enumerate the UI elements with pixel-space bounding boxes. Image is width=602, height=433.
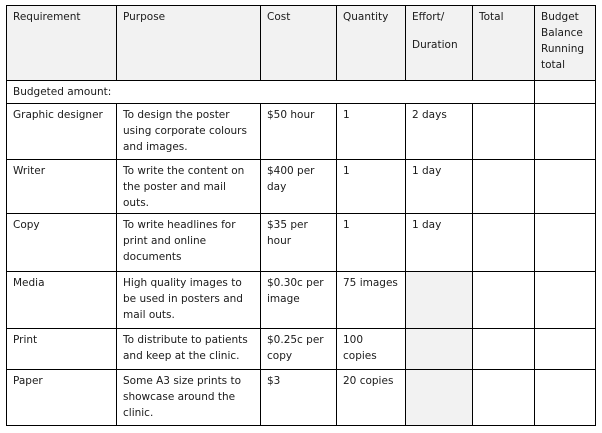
table-row [7, 214, 596, 272]
budget-table [6, 5, 596, 426]
cell-requirement: Writer [7, 160, 117, 214]
cell-balance [535, 370, 596, 426]
cell-effort [406, 272, 473, 329]
cell-effort: 1 day [406, 160, 473, 214]
cell-effort [406, 370, 473, 426]
cell-cost: $50 hour [261, 104, 337, 160]
header-balance: Budget Balance Running total [535, 6, 596, 81]
cell-balance [535, 214, 596, 272]
cell-balance [535, 329, 596, 370]
header-effort-line2: Duration [412, 39, 458, 51]
table-row [7, 329, 596, 370]
cell-purpose: High quality images to be used in posters and mail outs. [117, 272, 261, 329]
cell-purpose: Some A3 size prints to showcase around the clinic. [117, 370, 261, 426]
cell-total [473, 329, 535, 370]
cell-purpose: To write headlines for print and online documents [117, 214, 261, 272]
budgeted-amount-label: Budgeted amount: [7, 81, 535, 104]
cell-requirement: Media [7, 272, 117, 329]
cell-requirement: Print [7, 329, 117, 370]
cell-purpose: To design the poster using corporate colours and images. [117, 104, 261, 160]
cell-cost: $35 per hour [261, 214, 337, 272]
cell-balance [535, 160, 596, 214]
header-cost: Cost [261, 6, 337, 81]
cell-cost: $3 [261, 370, 337, 426]
table-row [7, 104, 596, 160]
table-row [7, 370, 596, 426]
header-effort [406, 6, 473, 81]
budgeted-amount-balance [535, 81, 596, 104]
cell-total [473, 160, 535, 214]
table-row [7, 160, 596, 214]
cell-requirement: Graphic designer [7, 104, 117, 160]
header-effort-line1: Effort/ [412, 11, 445, 23]
cell-total [473, 370, 535, 426]
cell-effort: 1 day [406, 214, 473, 272]
budgeted-amount-row [7, 81, 596, 104]
header-purpose: Purpose [117, 6, 261, 81]
cell-balance [535, 104, 596, 160]
cell-total [473, 104, 535, 160]
cell-total [473, 214, 535, 272]
cell-requirement: Copy [7, 214, 117, 272]
cell-purpose: To write the content on the poster and mail outs. [117, 160, 261, 214]
cell-quantity: 1 [337, 214, 406, 272]
cell-quantity: 20 copies [337, 370, 406, 426]
cell-balance [535, 272, 596, 329]
cell-quantity: 1 [337, 104, 406, 160]
cell-cost: $0.30c per image [261, 272, 337, 329]
cell-purpose: To distribute to patients and keep at the clinic. [117, 329, 261, 370]
header-total: Total [473, 6, 535, 81]
cell-cost: $0.25c per copy [261, 329, 337, 370]
cell-effort [406, 329, 473, 370]
cell-quantity: 75 images [337, 272, 406, 329]
header-requirement: Requirement [7, 6, 117, 81]
cell-effort: 2 days [406, 104, 473, 160]
header-quantity: Quantity [337, 6, 406, 81]
cell-quantity: 1 [337, 160, 406, 214]
table-row [7, 272, 596, 329]
cell-total [473, 272, 535, 329]
cell-requirement: Paper [7, 370, 117, 426]
cell-cost: $400 per day [261, 160, 337, 214]
cell-quantity: 100 copies [337, 329, 406, 370]
header-row [7, 6, 596, 81]
